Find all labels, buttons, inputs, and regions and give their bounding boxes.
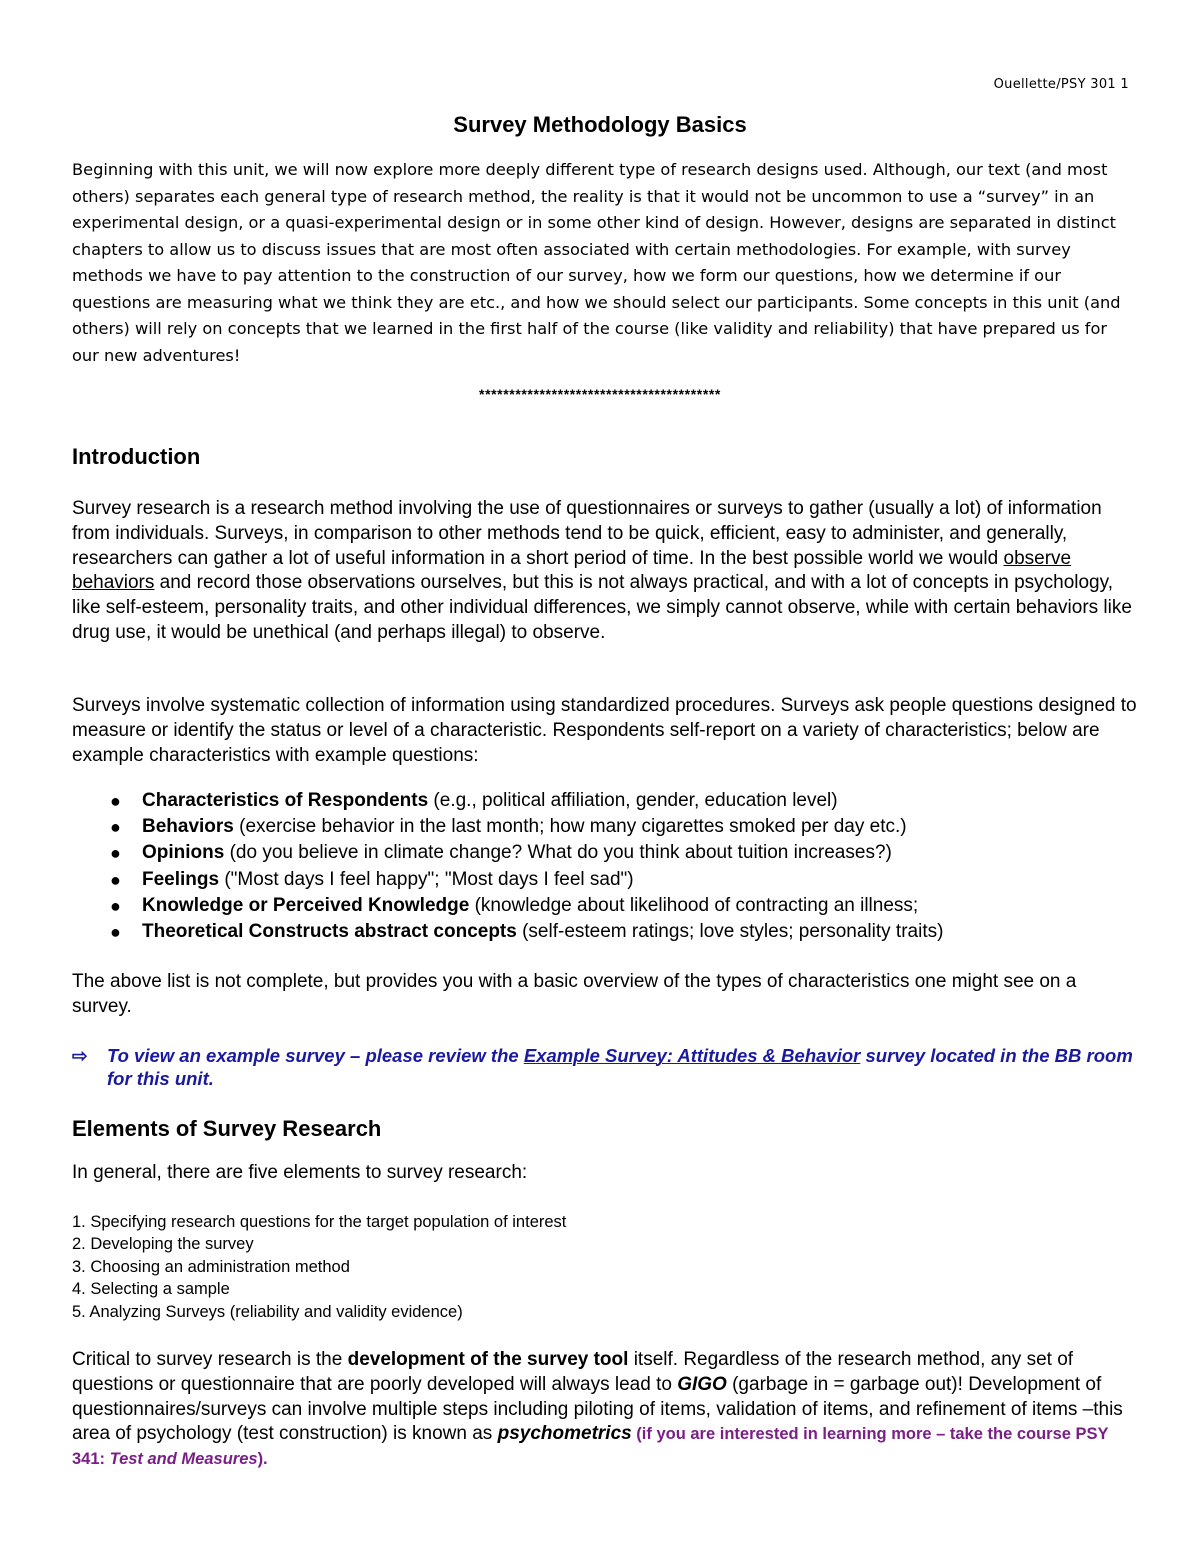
list-item: 3. Choosing an administration method: [72, 1257, 350, 1276]
bullet-detail: (knowledge about likelihood of contracting an illness;: [469, 894, 919, 916]
bullet-term: Knowledge or Perceived Knowledge: [142, 894, 470, 916]
introduction-heading: Introduction: [72, 444, 201, 469]
example-survey-link[interactable]: Example Survey: Attitudes & Behavior: [523, 1045, 861, 1066]
elements-list: [72, 1211, 566, 1323]
purple-2: ).: [257, 1450, 268, 1469]
bullet-detail: (e.g., political affiliation, gender, education level): [428, 790, 838, 811]
list-item: [108, 867, 1108, 893]
bullet-icon: ●: [110, 921, 121, 942]
introduction-paragraph-3: The above list is not complete, but provides you with a basic overview of the types of characteristics one might see on a survey.: [72, 971, 1077, 1017]
bullet-detail: (exercise behavior in the last month; how many cigarettes smoked per day etc.): [233, 816, 907, 838]
introduction-paragraph-2: Surveys involve systematic collection of information using standardized procedures. Surveys ask people questions designed to measure or identify the status or level of a characteristic. Respondents self-report on a variety of characteristics; below are example characteristics with example questions:: [72, 695, 1137, 766]
running-head: Ouellette/PSY 301 1: [993, 77, 1129, 92]
survey-tool-emphasis: development of the survey tool: [347, 1349, 629, 1370]
list-item: [108, 788, 1108, 814]
bullet-icon: ●: [110, 895, 121, 916]
list-item: 2. Developing the survey: [72, 1235, 254, 1254]
closing-3: (garbage in = garbage out)! Development of questionnaires/surveys can involve multiple steps including piloting of items, validation of items, and refinement of items –this area of psychology (test construction) is known as: [72, 1373, 1123, 1445]
list-item: 5. Analyzing Surveys (reliability and validity evidence): [72, 1302, 463, 1321]
list-item: [108, 893, 1108, 919]
gigo-emphasis: GIGO: [677, 1373, 727, 1395]
intro-p1-after: and record those observations ourselves, but this is not always practical, and with a lot of concepts in psychology, like self-esteem, personality traits, and other individual differences, we simply cannot observe, while with certain behaviors like drug use, it would be unethical (and perhaps illegal) to observe.: [72, 572, 1132, 643]
elements-heading: Elements of Survey Research: [72, 1116, 382, 1141]
note-before: To view an example survey – please review the: [107, 1045, 524, 1066]
bullet-detail: (self-esteem ratings; love styles; personality traits): [516, 920, 944, 942]
bullet-icon: ●: [110, 843, 121, 864]
closing-paragraph: [72, 1348, 1137, 1472]
purple-1: (if you are interested in learning more – take the course PSY 341:: [72, 1425, 1109, 1469]
note-after: survey located in the BB room for this unit.: [107, 1045, 1133, 1089]
bullet-term: Characteristics of Respondents: [142, 790, 429, 811]
separator: ****************************************: [479, 386, 721, 402]
bullet-detail: ("Most days I feel happy"; "Most days I feel sad"): [219, 868, 634, 890]
list-item: [108, 840, 1108, 866]
bullet-icon: ●: [110, 817, 121, 838]
closing-2: itself. Regardless of the research method, any set of questions or questionnaire that are poorly developed will always lead to: [72, 1349, 1074, 1395]
bullet-icon: ●: [110, 869, 121, 890]
observe-behaviors-underline: observe behaviors: [72, 547, 1072, 594]
list-item: [108, 919, 1108, 945]
list-item: 4. Selecting a sample: [72, 1280, 230, 1299]
bullet-term: Theoretical Constructs abstract concepts: [142, 920, 517, 942]
psychometrics-emphasis: psychometrics: [497, 1423, 632, 1445]
course-title: Test and Measures: [109, 1450, 258, 1469]
list-item: 1. Specifying research questions for the target population of interest: [72, 1213, 567, 1231]
list-item: [108, 814, 1108, 840]
intro-paragraph: Beginning with this unit, we will now explore more deeply different type of research designs used. Although, our text (and most others) separates each general type of research method, the reality is that it would not be uncommon to use a “survey” in an experimental design, or a quasi-experimental design or in some other kind of design. However, designs are separated in distinct chapters to allow us to discuss issues that are most often associated with certain methodologies. For example, with survey methods we have to pay attention to the construction of our survey, how we form our questions, how we determine if our questions are measuring what we think they are etc., and how we should select our participants. Some concepts in this unit (and others) will rely on concepts that we learned in the first half of the course (like validity and reliability) that have prepared us for our new adventures!: [72, 160, 1121, 365]
introduction-paragraph-1: [72, 497, 1137, 646]
page-title: Survey Methodology Basics: [453, 112, 747, 137]
elements-lead: In general, there are five elements to survey research:: [72, 1162, 528, 1183]
bullet-term: Feelings: [142, 868, 220, 890]
characteristics-list: [108, 788, 1108, 945]
intro-p1-before: Survey research is a research method involving the use of questionnaires or surveys to gather (usually a lot) of information from individuals. Surveys, in comparison to other methods tend to be quick, efficient, easy to administer, and generally, researchers can gather a lot of useful information in a short period of time. In the best possible world we would: [72, 498, 1102, 569]
note-text: [107, 1045, 1137, 1090]
bullet-detail: (do you believe in climate change? What do you think about tuition increases?): [224, 842, 892, 864]
bullet-icon: ●: [110, 791, 121, 811]
right-arrow-icon: ⇨: [72, 1045, 88, 1066]
closing-1: Critical to survey research is the: [72, 1349, 348, 1370]
bullet-term: Opinions: [142, 842, 225, 864]
bullet-term: Behaviors: [142, 816, 234, 838]
